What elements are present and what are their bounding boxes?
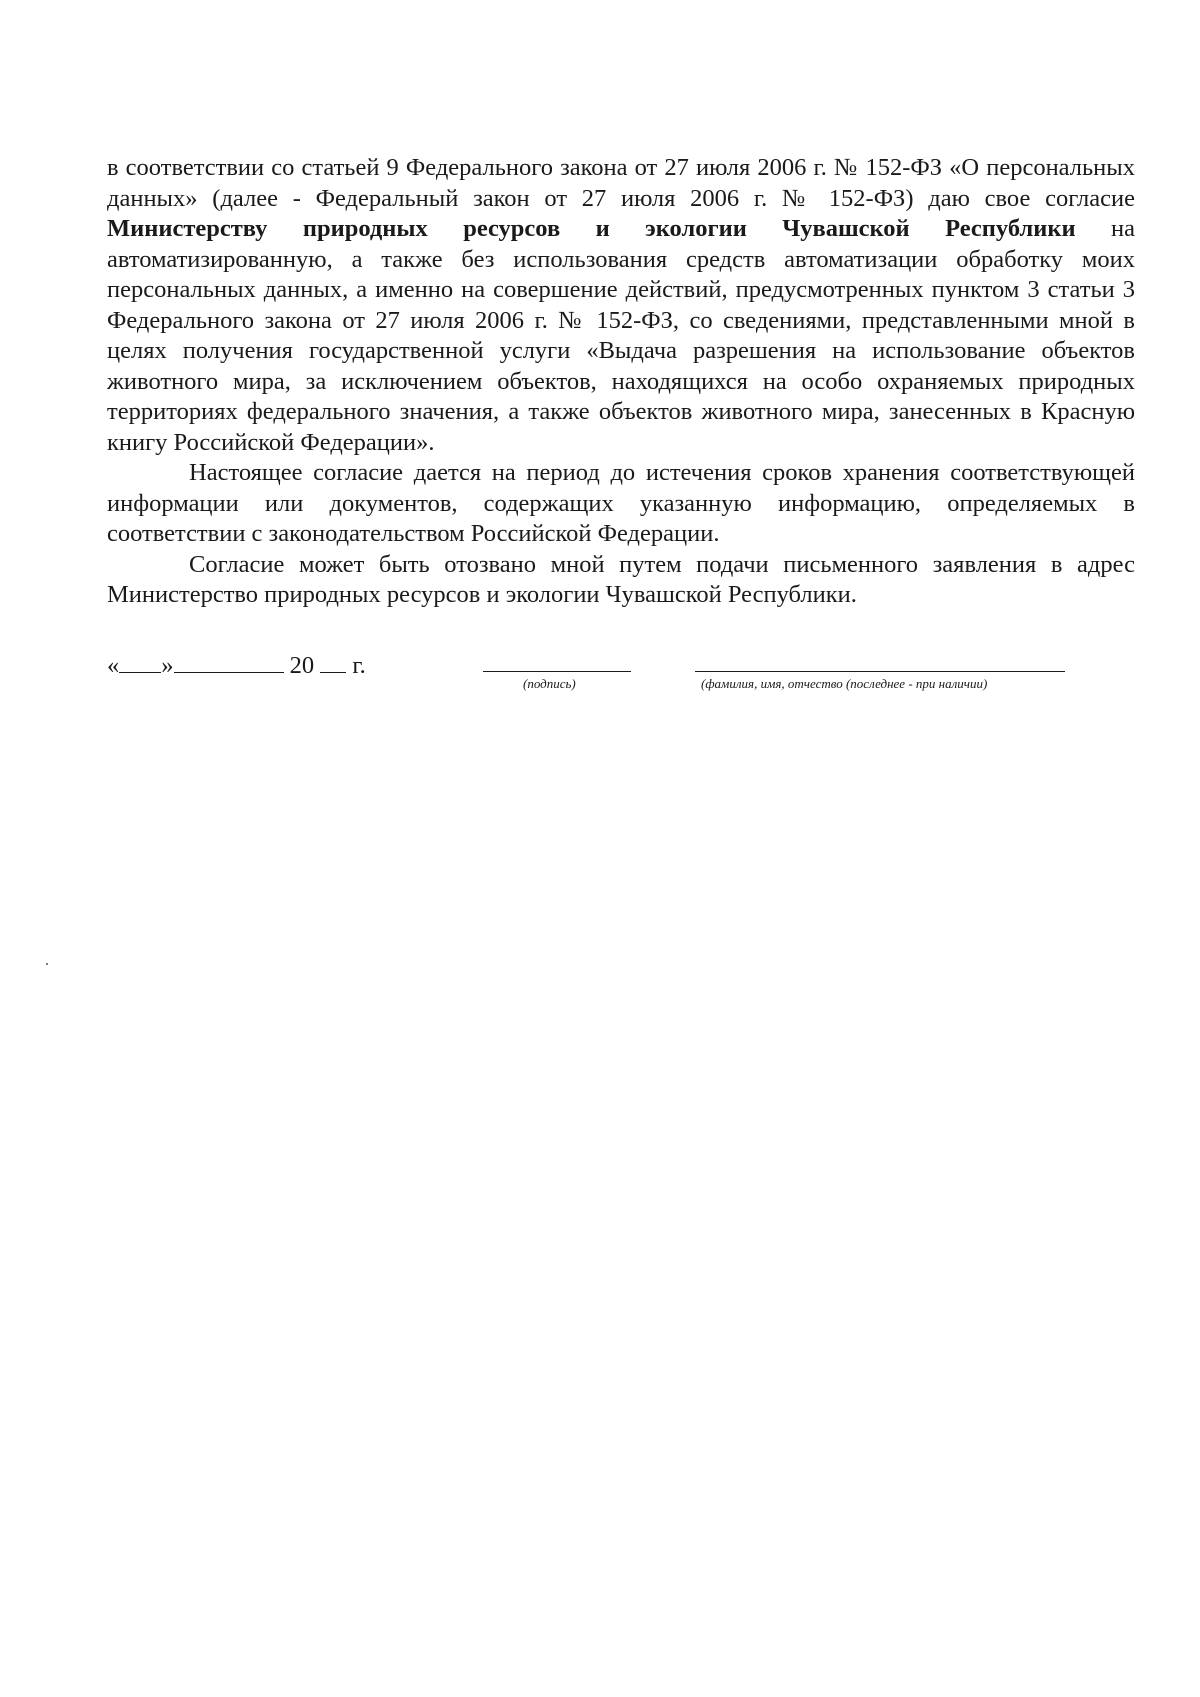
paragraph-consent-body: на автоматизированную, а также без использования средств автоматизации обработку моих персональных данных, а именно на совершение действий, предусмотренных пунктом 3 статьи 3 Федерального закона от 27 июля 2006 г. № 152-ФЗ, со сведениями, представленными мной в целях получения государственной услуги «Выдача разрешения на использование объектов животного мира, за исключением объектов, находящихся на особо охраняемых природных территориях федерального значения, а также объектов животного мира, занесенных в Красную книгу Российской Федерации». — [107, 215, 1135, 456]
consent-text — [107, 153, 1135, 611]
quote-close: » — [161, 652, 174, 679]
ministry-name-bold: Министерству природных ресурсов и экологии Чувашской Республики — [107, 215, 1076, 242]
fio-caption: (фамилия, имя, отчество (последнее - при наличии) — [701, 676, 988, 691]
fio-line — [695, 671, 1065, 672]
date-field — [107, 650, 366, 680]
paragraph-period: Настоящее согласие дается на период до истечения сроков хранения соответствующей информации или документов, содержащих указанную информацию, определяемых в соответствии с законодательством Российской Федерации. — [107, 459, 1135, 547]
signature-line — [483, 671, 631, 672]
year-blank — [320, 650, 346, 673]
month-blank — [174, 650, 284, 673]
quote-open: « — [107, 652, 120, 679]
signature-caption: (подпись) — [523, 676, 576, 691]
paragraph-consent-intro: в соответствии со статьей 9 Федерального закона от 27 июля 2006 г. № 152-ФЗ «О персональных данных» (далее - Федеральный закон от 27 июля 2006 г. № 152-ФЗ) даю свое согласие — [107, 154, 1135, 212]
paragraph-consent — [107, 153, 1135, 458]
signature-block — [107, 650, 1135, 710]
paragraph-revocation: Согласие может быть отозвано мной путем подачи письменного заявления в адрес Министерство природных ресурсов и экологии Чувашской Республики. — [107, 550, 1135, 608]
year-suffix: г. — [352, 652, 366, 679]
year-prefix: 20 — [289, 652, 315, 679]
scan-speck — [46, 963, 48, 965]
day-blank — [119, 650, 161, 673]
